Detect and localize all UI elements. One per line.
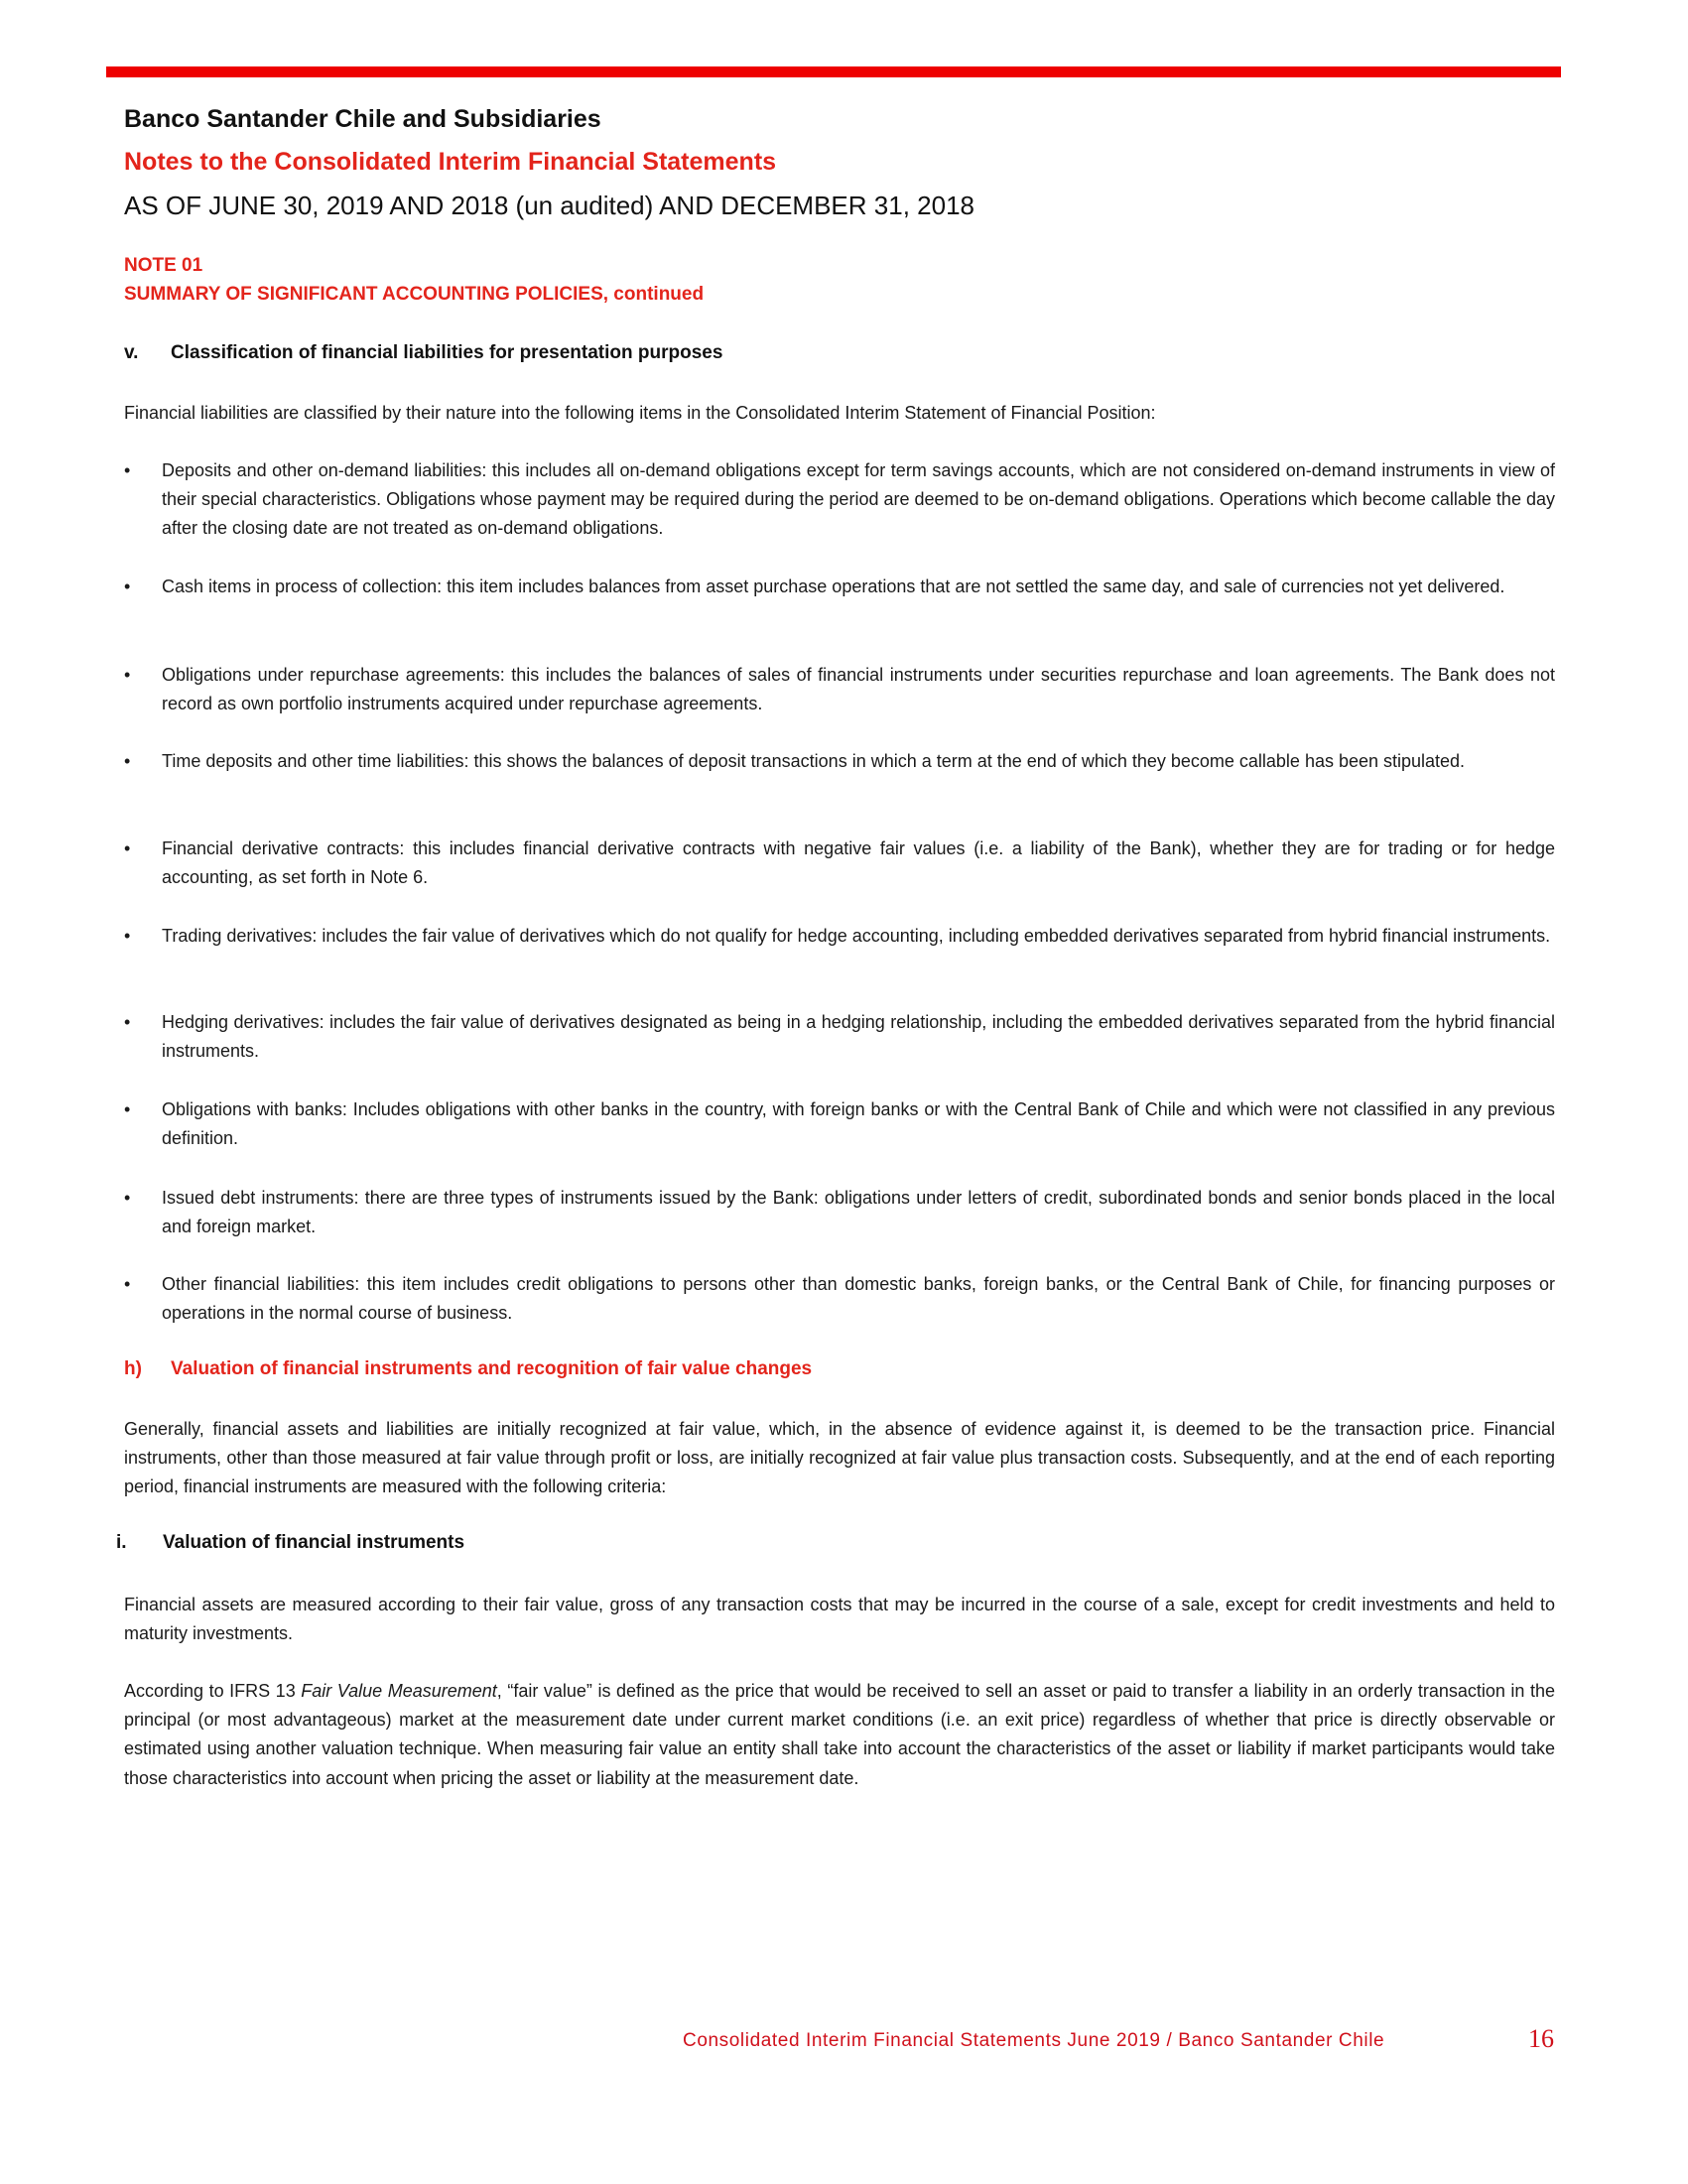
bullet-icon: • [124,1012,131,1032]
bullet-item [124,573,1555,601]
section-h-heading [124,1358,812,1380]
bullet-icon: • [124,665,131,685]
bullet-item [124,1095,1555,1153]
bullet-item [124,1270,1555,1328]
bullet-icon: • [124,1099,131,1119]
bullet-text: Hedging derivatives: includes the fair value of derivatives designated as being in a hedging relationship, including the embedded derivatives separated from the hybrid financial instruments. [162,1012,1555,1062]
bullet-item [124,1184,1555,1241]
header-accent-bar [106,66,1561,77]
bullet-item [124,835,1555,892]
section-label: i. [116,1532,127,1553]
section-h-body: Generally, financial assets and liabilities are initially recognized at fair value, which, in the absence of evidence against it, is deemed to be the transaction price. Financial instruments, other than those measured at fair value through profit or loss, are initially recognized at fair value plus transaction costs. Subsequently, and at the end of each reporting period, financial instruments are measured with the following criteria: [124,1419,1555,1497]
bullet-item [124,661,1555,718]
section-i-heading [116,1532,464,1554]
bullet-text: Trading derivatives: includes the fair value of derivatives which do not qualify for hedge accounting, including embedded derivatives separated from hybrid financial instruments. [162,926,1551,946]
section-v-intro: Financial liabilities are classified by their nature into the following items in the Consolidated Interim Statement of Financial Position: [124,403,1156,423]
section-i-para-2 [124,1677,1555,1793]
bullet-text: Financial derivative contracts: this includes financial derivative contracts with negative fair values (i.e. a liability of the Bank), whether they are for trading or for hedge accounting, as set forth in Note 6. [162,838,1555,888]
section-i-para-1: Financial assets are measured according to their fair value, gross of any transaction costs that may be incurred in the course of a sale, except for credit investments and held to maturity investments. [124,1595,1555,1644]
bullet-item [124,747,1555,776]
standard-name: Fair Value Measurement [301,1681,497,1701]
note-number: NOTE 01 [124,255,203,276]
bullet-icon: • [124,838,131,858]
bullet-text: Other financial liabilities: this item includes credit obligations to persons other than domestic banks, foreign banks, or the Central Bank of Chile, for financing purposes or operations in the normal course of business. [162,1274,1555,1324]
section-title: Valuation of financial instruments and recognition of fair value changes [171,1358,813,1379]
text-run: , “fair value” is defined as the price that would be received to sell an asset or paid to transfer a liability in an orderly transaction in the principal (or most advantageous) market at the measurement date under current market conditions (i.e. an exit price) regardless of whether that price is directly observable or estimated using another valuation technique. When measuring fair value an entity shall take into account the characteristics of the asset or liability if market participants would take those characteristics into account when pricing the asset or liability at the measurement date. [124,1681,1556,1788]
bullet-icon: • [124,926,131,946]
section-title: Classification of financial liabilities for presentation purposes [171,342,723,363]
bullet-item [124,456,1555,544]
bullet-text: Time deposits and other time liabilities: this shows the balances of deposit transactions in which a term at the end of which they become callable has been stipulated. [162,751,1466,771]
bullet-icon: • [124,1188,131,1208]
footer-text: Consolidated Interim Financial Statements June 2019 / Banco Santander Chile [683,2030,1385,2051]
bullet-item [124,1008,1555,1066]
section-label: v. [124,342,139,363]
bullet-item [124,922,1555,951]
document-title: Notes to the Consolidated Interim Financial Statements [124,148,777,176]
page-number: 16 [1528,2024,1554,2053]
bullet-text: Deposits and other on-demand liabilities: this includes all on-demand obligations except for term savings accounts, which are not considered on-demand instruments in view of their special characteristics. Obligations whose payment may be required during the period are deemed to be on-demand obligations. Operations which become callable the day after the closing date are not treated as on-demand obligations. [162,460,1555,539]
bullet-text: Obligations with banks: Includes obligations with other banks in the country, with foreign banks or with the Central Bank of Chile and which were not classified in any previous definition. [162,1099,1555,1149]
note-title: SUMMARY OF SIGNIFICANT ACCOUNTING POLICIES, continued [124,284,705,305]
bullet-icon: • [124,1274,131,1294]
section-title: Valuation of financial instruments [163,1532,465,1553]
bullet-text: Obligations under repurchase agreements: this includes the balances of sales of financial instruments under securities repurchase and loan agreements. The Bank does not record as own portfolio instruments acquired under repurchase agreements. [162,665,1555,714]
text-run: According to IFRS 13 [124,1681,302,1701]
company-name: Banco Santander Chile and Subsidiaries [124,105,601,133]
bullet-icon: • [124,751,131,771]
period-subtitle: AS OF JUNE 30, 2019 AND 2018 (un audited) AND DECEMBER 31, 2018 [124,191,974,220]
bullet-text: Cash items in process of collection: this item includes balances from asset purchase operations that are not settled the same day, and sale of currencies not yet delivered. [162,577,1505,596]
section-v-heading [124,342,722,364]
section-label: h) [124,1358,142,1379]
bullet-icon: • [124,460,131,480]
bullet-icon: • [124,577,131,596]
bullet-text: Issued debt instruments: there are three types of instruments issued by the Bank: obligations under letters of credit, subordinated bonds and senior bonds placed in the local and foreign market. [162,1188,1555,1237]
